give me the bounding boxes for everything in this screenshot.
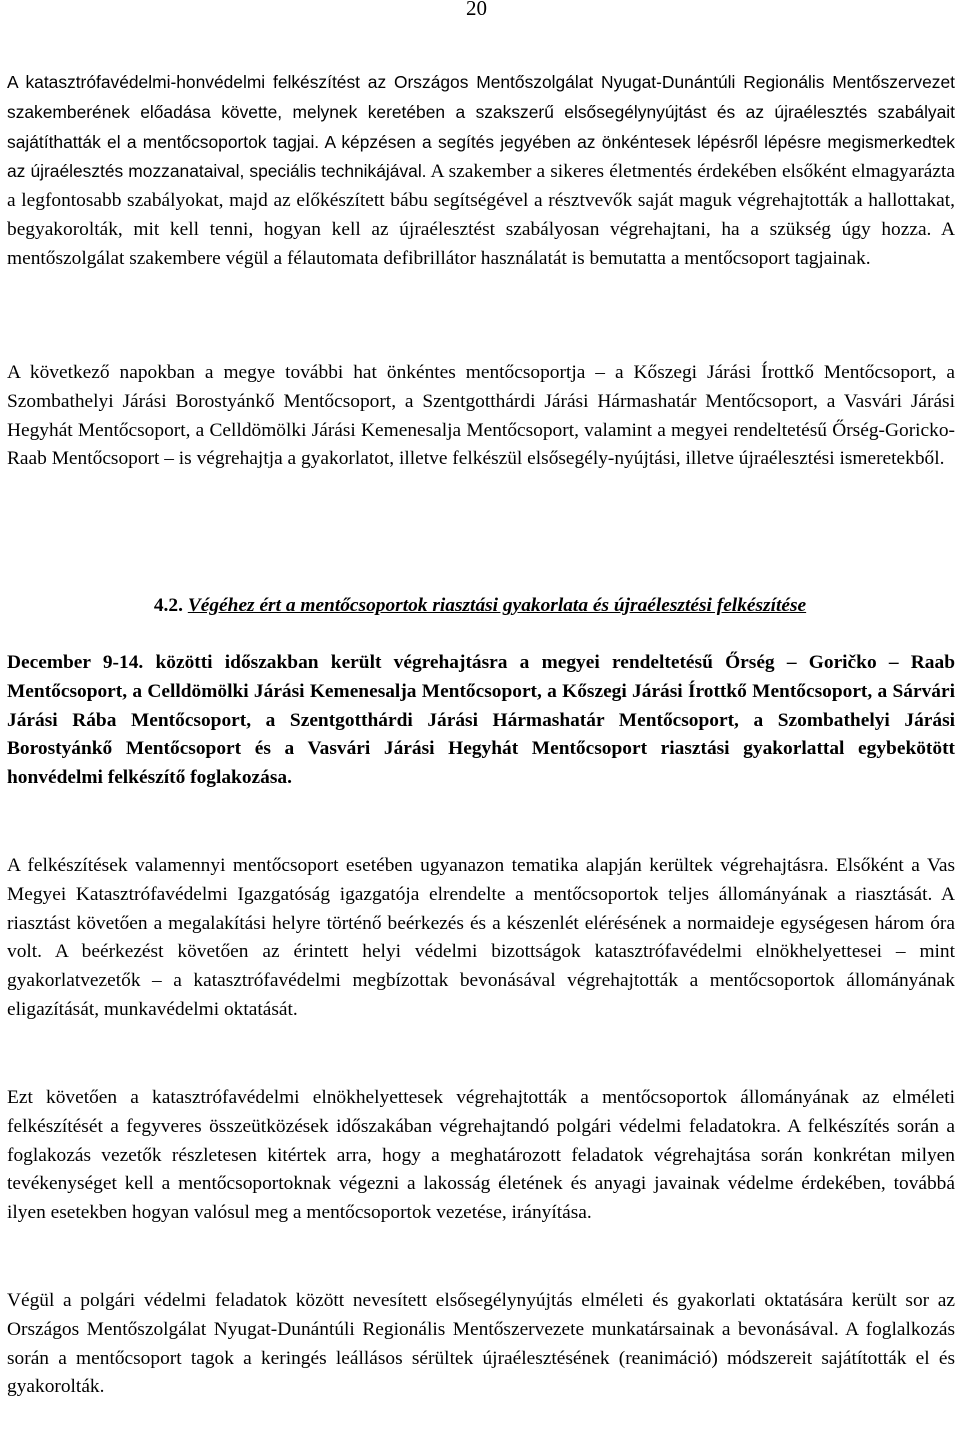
paragraph-2 <box>7 359 955 474</box>
paragraph-1-sans-text: A katasztrófavédelmi-honvédelmi felkészítést az Országos Mentőszolgálat Nyugat-Dunántúli Regionális Mentőszervezet szakemberének előadása követte, melynek keretében a szakszerű elsősegélynyújtást és az újraélesztés szabályait sajátíthatták el a mentőcsoportok tagjai. A képzésen a segítés jegyében az önkéntesek lépésről lépésre megismerkedtek az újraélesztés mozzanataival, speciális technikájával. <box>7 72 955 182</box>
paragraph-6 <box>7 1287 955 1402</box>
section-heading <box>0 592 960 620</box>
paragraph-1 <box>7 68 955 274</box>
paragraph-5 <box>7 1084 955 1228</box>
page-number: 20 <box>466 0 487 20</box>
section-title: Végéhez ért a mentőcsoportok riasztási gyakorlata és újraélesztési felkészítése <box>187 595 807 616</box>
paragraph-1-serif-text: A szakember a sikeres életmentés érdekében elsőként elmagyarázta a legfontosabb szabályokat, majd az előkészített bábu segítségével a résztvevők saját maguk végrehajtották a hallottakat, begyakorolták, mit kell tenni, hogyan kell az újraélesztést szabályosan végrehajtani, ha a szükség úgy hozza. A mentőszolgálat szakembere végül a félautomata defibrillátor használatát is bemutatta a mentőcsoport tagjainak. <box>7 161 955 269</box>
paragraph-4-text: A felkészítések valamennyi mentőcsoport esetében ugyanazon tematika alapján kerültek végrehajtásra. Elsőként a Vas Megyei Katasztrófavédelmi Igazgatóság igazgatója elrendelte a mentőcsoportok teljes állományának a riasztását. A riasztást követően a megalakítási helyre történő beérkezés és a készenlét elérésének a normaideje egységesen három óra volt. A beérkezést követően az érintett helyi védelmi bizottságok katasztrófavédelmi elnökhelyettesei – mint gyakorlatvezetők – a katasztrófavédelmi megbízottak bevonásával végrehajtották a mentőcsoportok állományának eligazítását, munkavédelmi oktatását. <box>7 855 955 1020</box>
paragraph-6-text: Végül a polgári védelmi feladatok között nevesített elsősegélynyújtás elméleti és gyakorlati oktatására került sor az Országos Mentőszolgálat Nyugat-Dunántúli Regionális Mentőszervezete munkatársainak a bevonásával. A foglalkozás során a mentőcsoport tagok a keringés leállásos sérültek újraélesztésének (reanimáció) módszereit sajátították el és gyakorolták. <box>7 1290 955 1398</box>
paragraph-2-text: A következő napokban a megye további hat önkéntes mentőcsoportja – a Kőszegi Járási Írottkő Mentőcsoport, a Szombathelyi Járási Borostyánkő Mentőcsoport, a Szentgotthárdi Járási Hármashatár Mentőcsoport, a Vasvári Járási Hegyhát Mentőcsoport, a Celldömölki Járási Kemenesalja Mentőcsoport, valamint a megyei rendeltetésű Őrség-Goricko-Raab Mentőcsoport – is végrehajtja a gyakorlatot, illetve felkészül elsősegély-nyújtási, illetve újraélesztési ismeretekből. <box>7 362 955 470</box>
paragraph-3 <box>7 649 955 793</box>
paragraph-3-text: December 9-14. közötti időszakban került végrehajtásra a megyei rendeltetésű Őrség – Goričko – Raab Mentőcsoport, a Celldömölki Járási Kemenesalja Mentőcsoport, a Kőszegi Járási Írottkő Mentőcsoport, a Sárvári Járási Rába Mentőcsoport, a Szentgotthárdi Járási Hármashatár Mentőcsoport, a Szombathelyi Járási Borostyánkő Mentőcsoport és a Vasvári Járási Hegyhát Mentőcsoport riasztási gyakorlattal egybekötött honvédelmi felkészítő foglakozása. <box>7 652 955 789</box>
paragraph-5-text: Ezt követően a katasztrófavédelmi elnökhelyettesek végrehajtották a mentőcsoportok állományának az elméleti felkészítését a fegyveres összeütközések időszakában végrehajtandó polgári védelmi feladatokra. A felkészítés során a foglakozás vezetők részletesen kitértek arra, hogy a meghatározott feladatok végrehajtása során konkrétan milyen tevékenységet kell a mentőcsoportoknak végezni a lakosság életének és anyagi javainak védelme érdekében, továbbá ilyen esetekben hogyan valósul meg a mentőcsoportok vezetése, irányítása. <box>7 1087 955 1224</box>
paragraph-4 <box>7 852 955 1025</box>
section-number: 4.2. <box>153 595 183 616</box>
